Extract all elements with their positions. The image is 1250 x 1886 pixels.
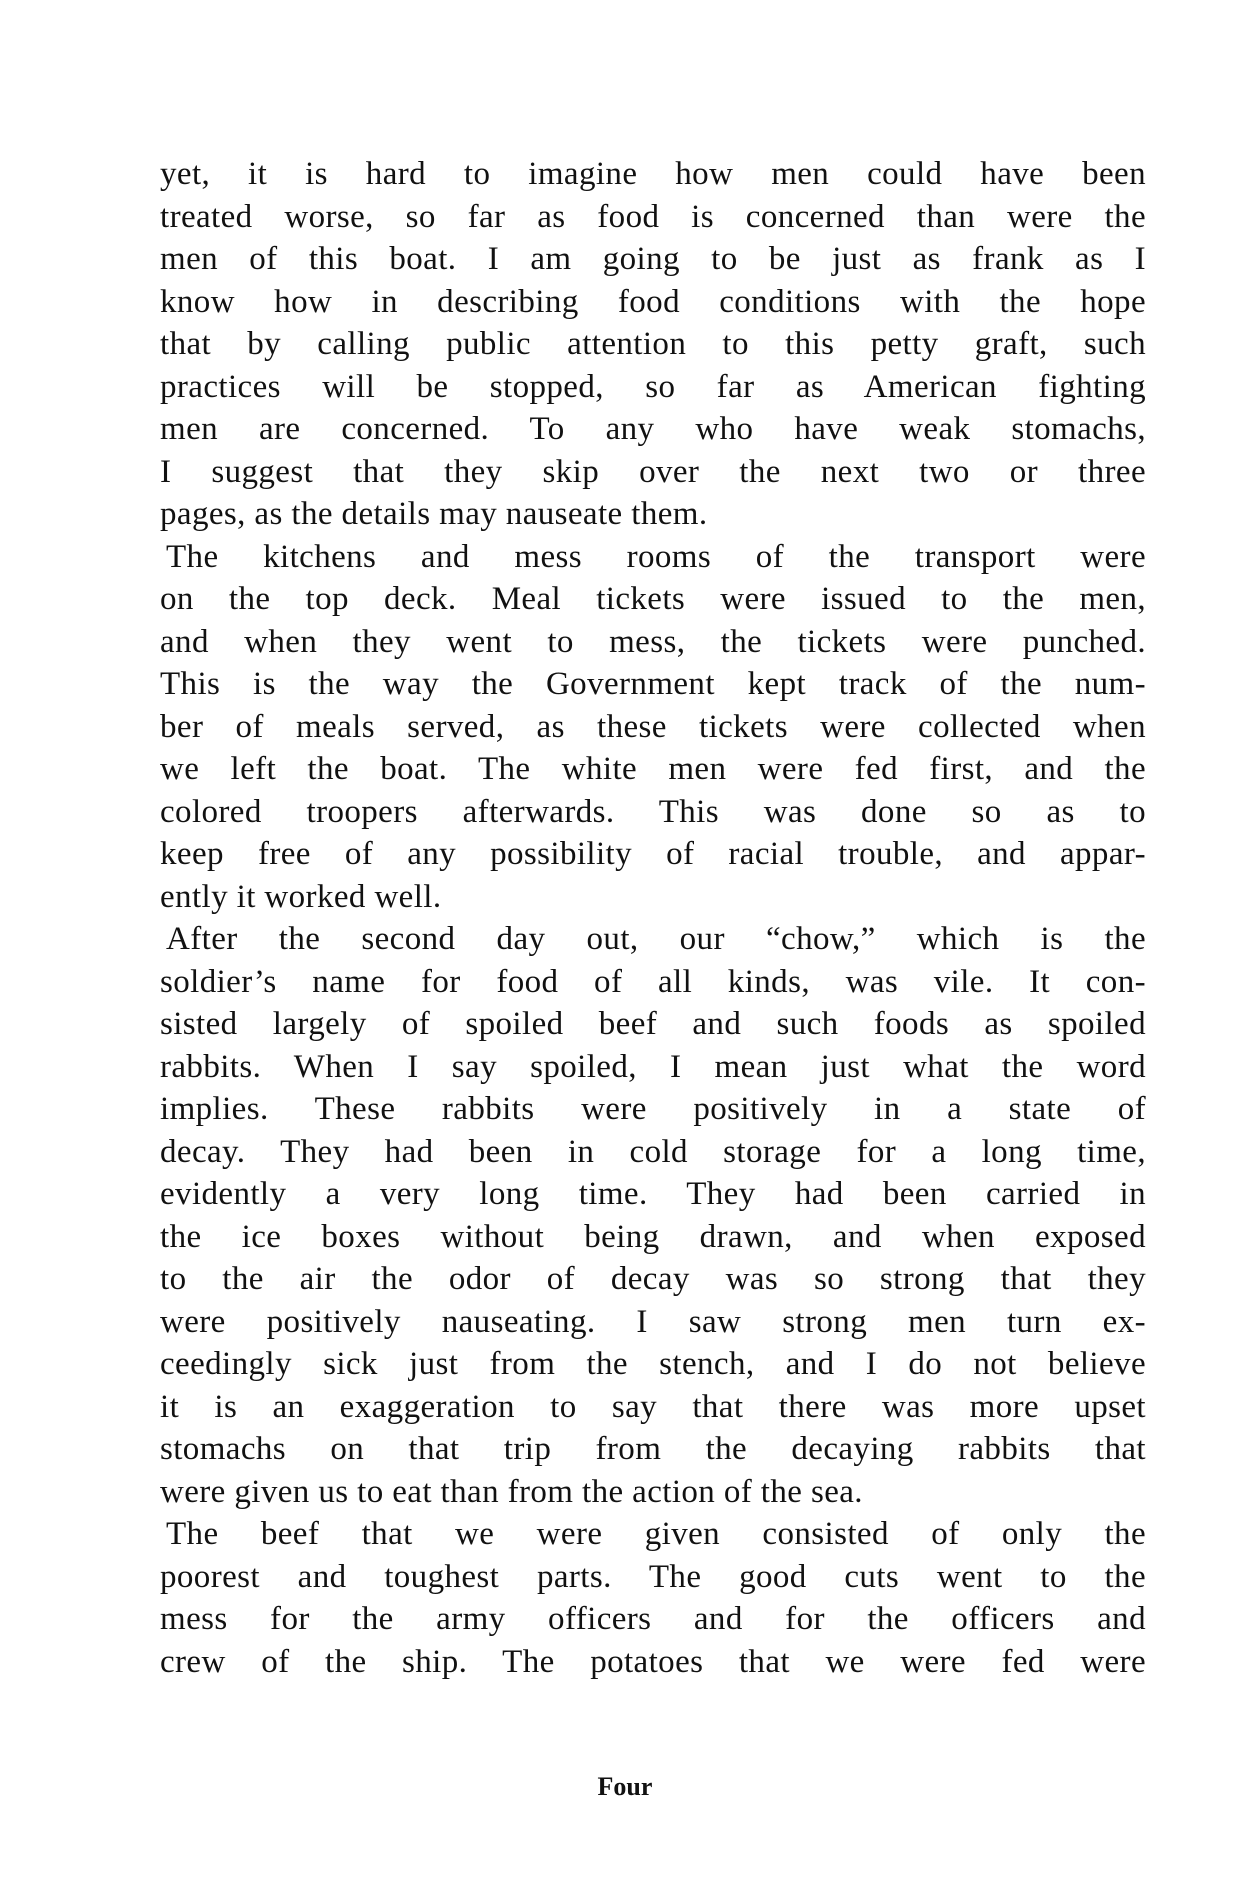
text-line: The beef that we were given consisted of only the (166, 1516, 1146, 1552)
text-line: men are concerned. To any who have weak stomachs, (160, 411, 1146, 447)
text-line: poorest and toughest parts. The good cuts went to the (160, 1558, 1146, 1595)
text-line: rabbits. When I say spoiled, I mean just what the word (160, 1048, 1146, 1085)
text-line: I suggest that they skip over the next two or three (160, 453, 1146, 490)
text-line: sisted largely of spoiled beef and such foods as spoiled (160, 1006, 1146, 1042)
text-line: it is an exaggeration to say that there was more upset (160, 1388, 1146, 1425)
text-line: and when they went to mess, the tickets were punched. (160, 623, 1146, 660)
text-line: pages, as the details may nauseate them. (160, 496, 708, 532)
text-line: The kitchens and mess rooms of the transport were (166, 538, 1146, 575)
text-line: the ice boxes without being drawn, and when exposed (160, 1218, 1146, 1255)
page-body (160, 153, 1146, 1683)
text-line: we left the boat. The white men were fed first, and the (160, 751, 1146, 787)
text-line: ber of meals served, as these tickets were collected when (160, 708, 1146, 745)
paragraph (160, 918, 1146, 1513)
paragraph (160, 1513, 1146, 1683)
text-line: know how in describing food conditions with the hope (160, 283, 1146, 320)
text-line: implies. These rabbits were positively in a state of (160, 1091, 1146, 1127)
text-line: crew of the ship. The potatoes that we were fed were (160, 1643, 1146, 1680)
text-line: stomachs on that trip from the decaying rabbits that (160, 1431, 1146, 1467)
text-line: ently it worked well. (160, 878, 442, 915)
text-line: were positively nauseating. I saw strong men turn ex- (160, 1303, 1146, 1340)
text-line: mess for the army officers and for the officers and (160, 1601, 1146, 1637)
text-line: colored troopers afterwards. This was done so as to (160, 793, 1146, 830)
text-line: This is the way the Government kept track of the num- (160, 666, 1146, 702)
text-line: evidently a very long time. They had been carried in (160, 1176, 1146, 1212)
text-line: soldier’s name for food of all kinds, was vile. It con- (160, 963, 1146, 1000)
text-line: ceedingly sick just from the stench, and I do not believe (160, 1346, 1146, 1382)
paragraph (160, 153, 1146, 536)
text-line: men of this boat. I am going to be just as frank as I (160, 241, 1146, 277)
text-line: practices will be stopped, so far as American fighting (160, 368, 1146, 405)
text-line: were given us to eat than from the action of the sea. (160, 1473, 863, 1510)
page-number: Four (597, 1772, 653, 1801)
text-line: on the top deck. Meal tickets were issued to the men, (160, 581, 1146, 617)
text-line: decay. They had been in cold storage for a long time, (160, 1133, 1146, 1170)
paragraph (160, 536, 1146, 919)
text-line: keep free of any possibility of racial trouble, and appar- (160, 836, 1146, 872)
text-line: that by calling public attention to this petty graft, such (160, 326, 1146, 362)
text-line: yet, it is hard to imagine how men could have been (160, 156, 1146, 192)
text-line: treated worse, so far as food is concerned than were the (160, 198, 1146, 235)
text-line: After the second day out, our “chow,” which is the (166, 921, 1146, 957)
text-line: to the air the odor of decay was so strong that they (160, 1261, 1146, 1297)
